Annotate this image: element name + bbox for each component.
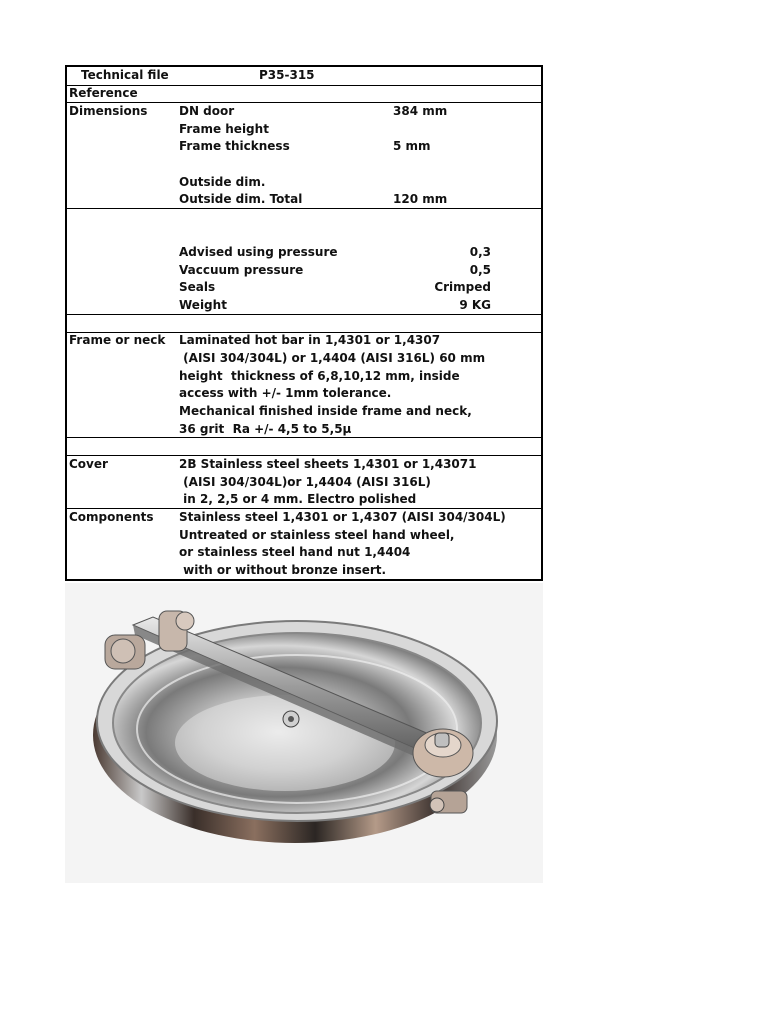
cover-line: in 2, 2,5 or 4 mm. Electro polished bbox=[179, 492, 417, 506]
frame-line: access with +/- 1mm tolerance. bbox=[179, 386, 392, 400]
components-line: Stainless steel 1,4301 or 1,4307 (AISI 304/304L) bbox=[179, 510, 506, 524]
row-divider bbox=[67, 314, 541, 315]
cover-line: (AISI 304/304L)or 1,4404 (AISI 316L) bbox=[179, 475, 431, 489]
weight-value: 9 KG bbox=[459, 298, 491, 312]
outside-dim-total-value: 120 mm bbox=[393, 192, 448, 206]
outside-dim-total-label: Outside dim. Total bbox=[179, 192, 303, 206]
seals-value: Crimped bbox=[434, 280, 491, 294]
components-line: or stainless steel hand nut 1,4404 bbox=[179, 545, 411, 559]
cover-line: 2B Stainless steel sheets 1,4301 or 1,43071 bbox=[179, 457, 477, 471]
advised-pressure-value: 0,3 bbox=[469, 245, 491, 259]
row-divider bbox=[67, 208, 541, 209]
frame-or-neck-label: Frame or neck bbox=[69, 333, 166, 347]
components-label: Components bbox=[69, 510, 154, 524]
reference-label: Reference bbox=[69, 86, 138, 100]
frame-line: Laminated hot bar in 1,4301 or 1,4307 bbox=[179, 333, 441, 347]
components-line: with or without bronze insert. bbox=[179, 563, 387, 577]
vacuum-pressure-label: Vaccuum pressure bbox=[179, 263, 304, 277]
frame-height-label: Frame height bbox=[179, 122, 269, 136]
frame-thickness-value: 5 mm bbox=[393, 139, 431, 153]
advised-pressure-label: Advised using pressure bbox=[179, 245, 338, 259]
row-divider bbox=[67, 85, 541, 86]
weight-label: Weight bbox=[179, 298, 227, 312]
technical-file-label: Technical file bbox=[81, 68, 169, 82]
frame-thickness-label: Frame thickness bbox=[179, 139, 290, 153]
frame-line: height thickness of 6,8,10,12 mm, inside bbox=[179, 369, 460, 383]
technical-file-code: P35-315 bbox=[259, 68, 315, 82]
frame-line: (AISI 304/304L) or 1,4404 (AISI 316L) 60 mm bbox=[179, 351, 486, 365]
manway-door-illustration bbox=[65, 583, 543, 883]
outside-dim-label: Outside dim. bbox=[179, 175, 266, 189]
manway-door-render bbox=[65, 583, 543, 883]
seals-label: Seals bbox=[179, 280, 216, 294]
vacuum-pressure-value: 0,5 bbox=[469, 263, 491, 277]
dn-door-label: DN door bbox=[179, 104, 235, 118]
cover-label: Cover bbox=[69, 457, 108, 471]
frame-line: Mechanical finished inside frame and neck, bbox=[179, 404, 472, 418]
technical-sheet-table bbox=[65, 65, 543, 581]
dimensions-label: Dimensions bbox=[69, 104, 148, 118]
components-line: Untreated or stainless steel hand wheel, bbox=[179, 528, 455, 542]
dn-door-value: 384 mm bbox=[393, 104, 448, 118]
frame-line: 36 grit Ra +/- 4,5 to 5,5µ bbox=[179, 422, 352, 436]
